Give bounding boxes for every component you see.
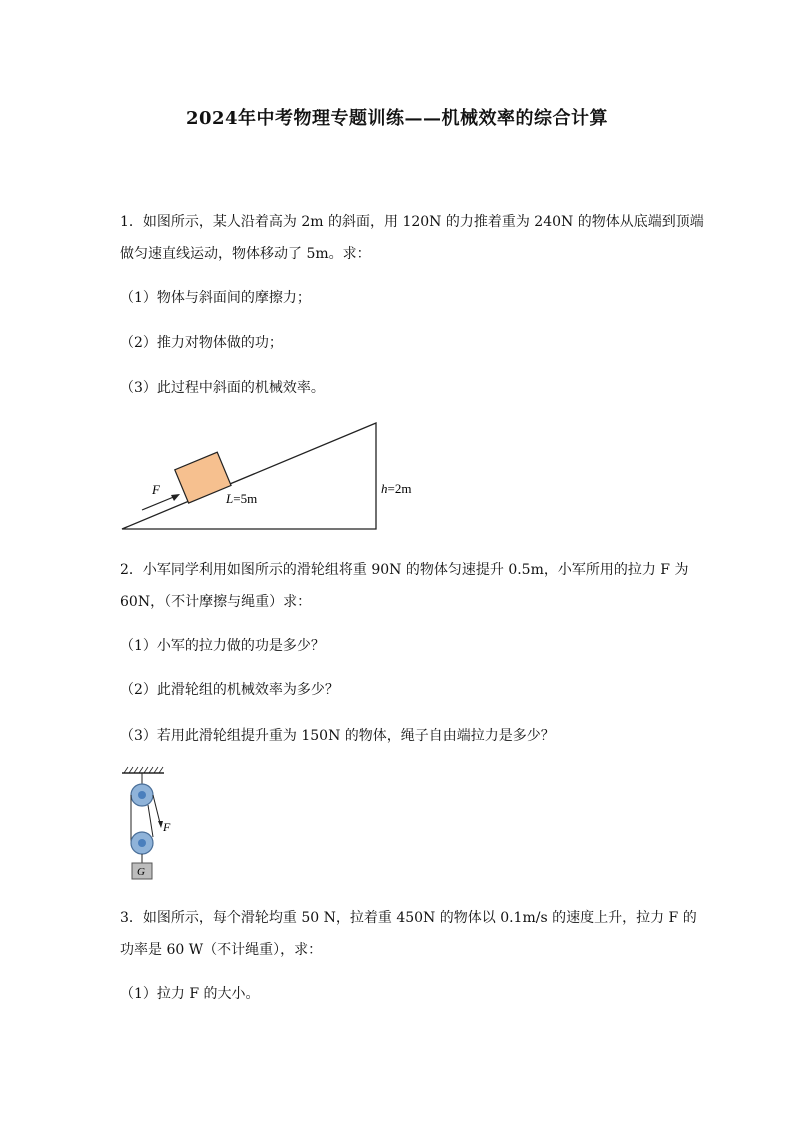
- q3-sub-1: （1）拉力 F 的大小。: [120, 986, 260, 1002]
- q3-line-2: 功率是 60 W（不计绳重），求：: [120, 942, 323, 958]
- height-label: h=2m: [381, 481, 412, 496]
- q1-line-1: 1．如图所示，某人沿着高为 2m 的斜面，用 120N 的力推着重为 240N 的物体从底端到顶端: [120, 214, 704, 230]
- q3-line-1: 3．如图所示，每个滑轮均重 50 N，拉着重 450N 的物体以 0.1m/s 的速度上升，拉力 F 的: [120, 910, 697, 926]
- q2-line-1: 2．小军同学利用如图所示的滑轮组将重 90N 的物体匀速提升 0.5m，小军所用的拉力 F 为: [120, 562, 689, 578]
- q1-sub-3: （3）此过程中斜面的机械效率。: [120, 380, 325, 396]
- q2-sub-1: （1）小军的拉力做的功是多少？: [120, 638, 325, 654]
- q2-line-2: 60N，（不计摩擦与绳重）求：: [120, 594, 312, 610]
- weight-label: G: [137, 866, 145, 878]
- q1-sub-2: （2）推力对物体做的功；: [120, 335, 283, 351]
- incline-triangle: [122, 423, 376, 529]
- page-title: 2024年中考物理专题训练——机械效率的综合计算: [185, 108, 609, 129]
- q1-sub-1: （1）物体与斜面间的摩擦力；: [120, 290, 311, 306]
- q1-line-2: 做匀速直线运动，物体移动了 5m。求：: [120, 246, 371, 262]
- pulley-force-label: F: [163, 820, 171, 834]
- q2-sub-3: （3）若用此滑轮组提升重为 150N 的物体，绳子自由端拉力是多少？: [120, 728, 555, 744]
- free-rope: [153, 795, 160, 823]
- force-label: F: [152, 482, 160, 497]
- block: [175, 452, 231, 503]
- pulley-figure: [118, 765, 188, 889]
- length-label: L=5m: [226, 491, 258, 506]
- incline-figure: [118, 418, 428, 542]
- q2-sub-2: （2）此滑轮组的机械效率为多少？: [120, 682, 339, 698]
- arrowhead: [171, 494, 180, 501]
